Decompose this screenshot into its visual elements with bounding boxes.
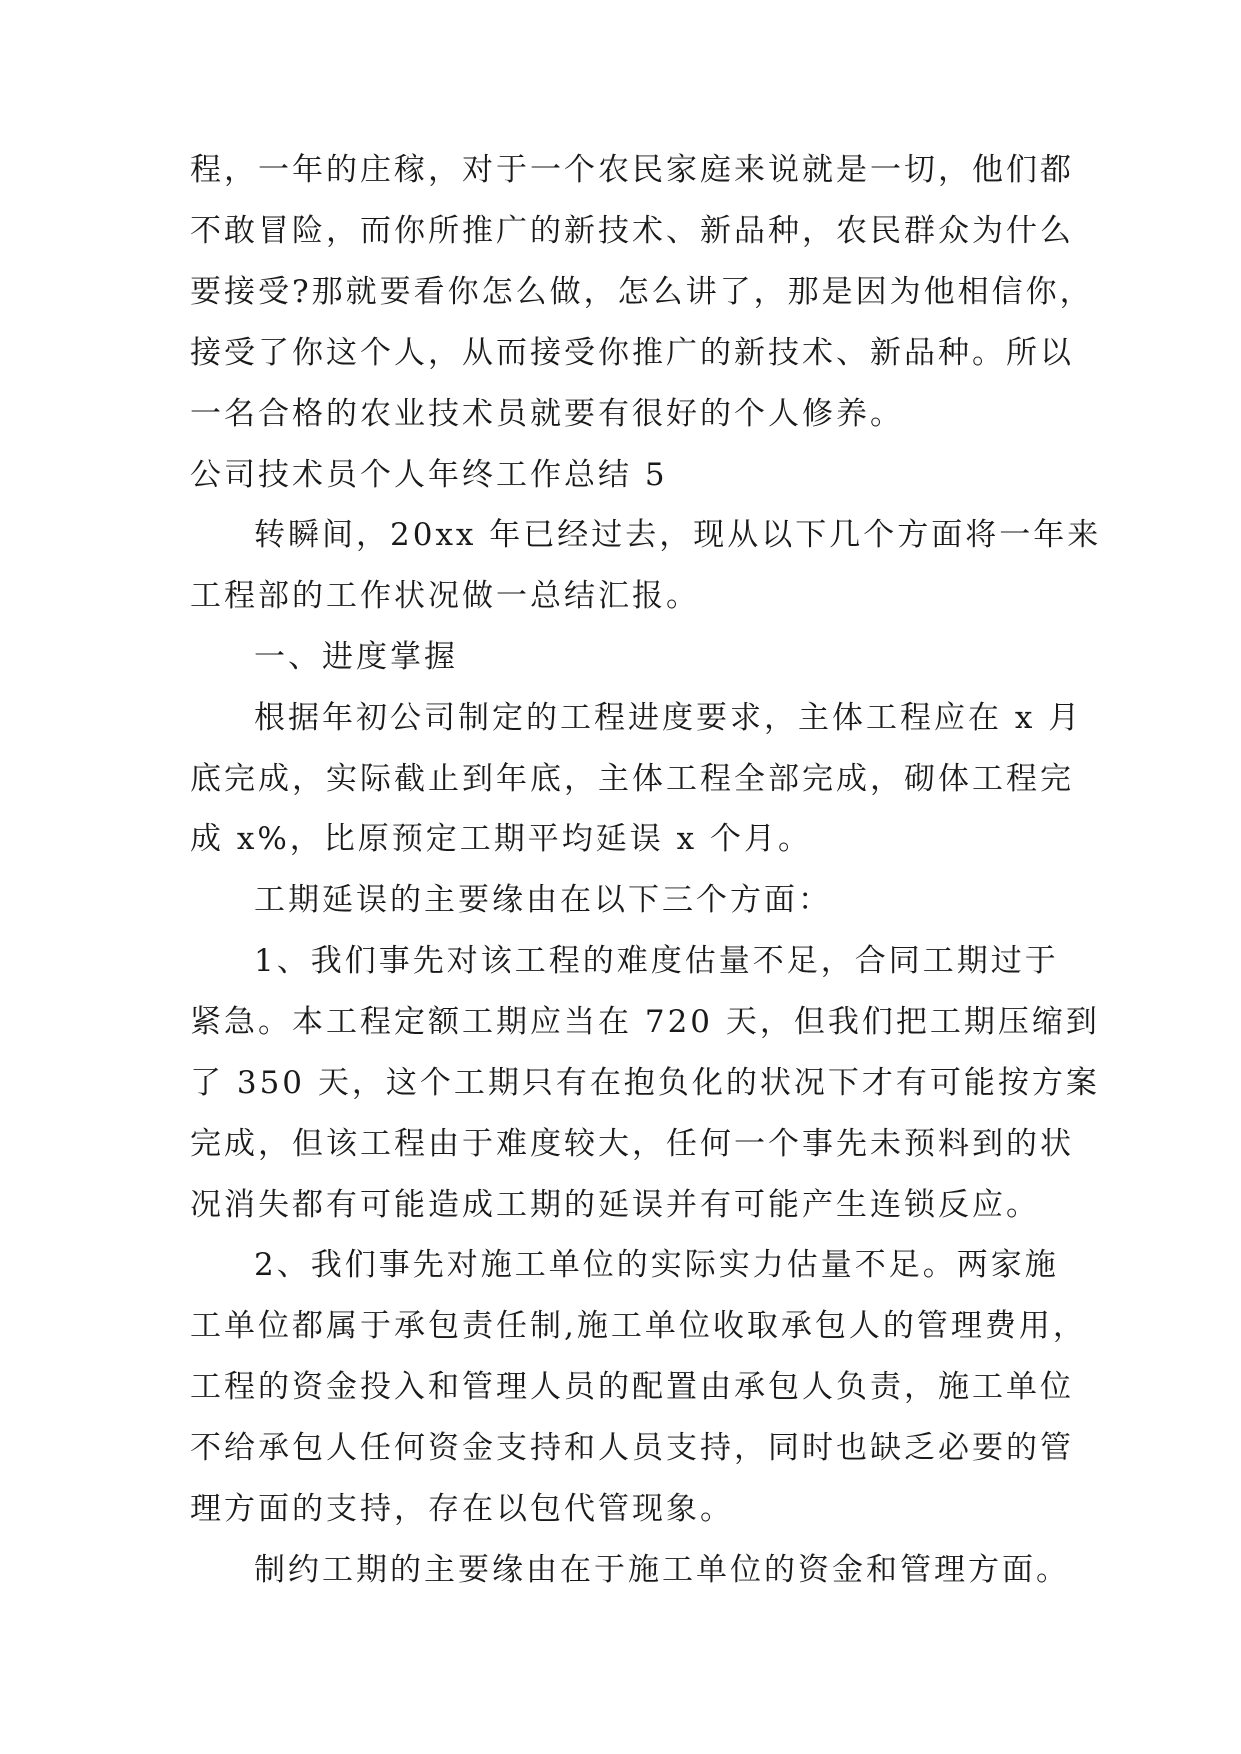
text-line: 工程的资金投入和管理人员的配置由承包人负责，施工单位 [190, 1369, 1074, 1405]
subheading: 一、进度掌握 [254, 639, 458, 675]
text-line: 根据年初公司制定的工程进度要求，主体工程应在 x 月 [254, 700, 1083, 736]
section-heading: 公司技术员个人年终工作总结 5 [190, 457, 668, 493]
text-line: 1、我们事先对该工程的难度估量不足，合同工期过于 [254, 943, 1059, 979]
text-line: 制约工期的主要缘由在于施工单位的资金和管理方面。 [254, 1552, 1070, 1588]
text-line: 程，一年的庄稼，对于一个农民家庭来说就是一切，他们都 [190, 152, 1074, 188]
text-line: 完成，但该工程由于难度较大，任何一个事先未预料到的状 [190, 1126, 1074, 1162]
text-line: 工单位都属于承包责任制,施工单位收取承包人的管理费用， [190, 1308, 1087, 1344]
text-line: 工程部的工作状况做一总结汇报。 [190, 578, 700, 614]
text-line: 紧急。本工程定额工期应当在 720 天，但我们把工期压缩到 [190, 1004, 1100, 1040]
text-line: 理方面的支持，存在以包代管现象。 [190, 1491, 734, 1527]
text-line: 况消失都有可能造成工期的延误并有可能产生连锁反应。 [190, 1187, 1040, 1223]
text-line: 一名合格的农业技术员就要有很好的个人修养。 [190, 396, 904, 432]
text-line: 底完成，实际截止到年底，主体工程全部完成，砌体工程完 [190, 761, 1074, 797]
text-line: 了 350 天，这个工期只有在抱负化的状况下才有可能按方案 [190, 1065, 1100, 1101]
text-line: 工期延误的主要缘由在以下三个方面： [254, 882, 832, 918]
text-line: 不给承包人任何资金支持和人员支持，同时也缺乏必要的管 [190, 1430, 1074, 1466]
text-line: 不敢冒险，而你所推广的新技术、新品种，农民群众为什么 [190, 213, 1074, 249]
text-line: 转瞬间，20xx 年已经过去，现从以下几个方面将一年来 [254, 517, 1102, 553]
text-line: 要接受?那就要看你怎么做，怎么讲了，那是因为他相信你， [190, 274, 1094, 310]
text-line: 成 x%，比原预定工期平均延误 x 个月。 [190, 821, 812, 857]
text-line: 2、我们事先对施工单位的实际实力估量不足。两家施 [254, 1247, 1059, 1283]
text-line: 接受了你这个人，从而接受你推广的新技术、新品种。所以 [190, 335, 1074, 371]
